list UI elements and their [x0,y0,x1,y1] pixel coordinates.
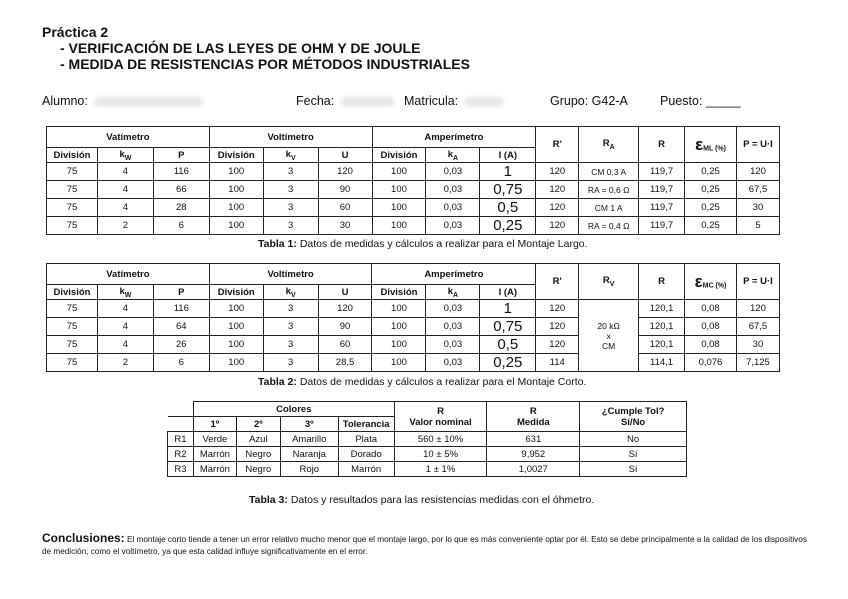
table-cell: 100 [209,300,263,318]
table-cell: 116 [153,300,209,318]
table-montaje-largo [46,126,780,235]
table-cell: Negro [236,462,280,477]
table-cell: 75 [47,354,98,372]
rv-cell [579,300,639,372]
table-cell: 0,25 [685,199,737,217]
table-cell: 75 [47,181,98,199]
table-cell: 10 ± 5% [394,447,487,462]
table1-body [47,163,780,235]
table-row [47,300,780,318]
table-cell: 116 [153,163,209,181]
table3-caption: Tabla 3: Datos y resultados para las resistencias medidas con el óhmetro. [249,494,595,506]
table-cell: 119,7 [639,181,685,199]
table-cell: 100 [372,300,426,318]
table-cell: 4 [97,199,153,217]
table-cell: R3 [168,462,194,477]
table-cell: 100 [372,199,426,217]
table-cell: 100 [209,181,263,199]
empty-corner [168,402,194,417]
sub-header: División [372,285,426,300]
table-cell: 120 [536,300,579,318]
table-cell: 0,08 [685,336,737,354]
sub-header: $k_A$ [426,148,480,163]
table-cell: R2 [168,447,194,462]
sub-header: $k_V$ [263,148,318,163]
table-cell: 60 [318,199,372,217]
table-row [168,447,687,462]
header-rv: $R_V$ [579,264,639,300]
table-cell: 2 [97,217,153,235]
table-cell: 0,08 [685,318,737,336]
table-cell: 75 [47,217,98,235]
table-cell: 100 [372,336,426,354]
table-row [47,181,780,199]
header-r-medida: R Medida [487,402,580,432]
table-cell: Dorado [338,447,394,462]
table-cell: 67,5 [736,181,779,199]
table-cell: Sí [580,462,687,477]
table-cell: Verde [193,432,236,447]
table-cell: 0,076 [685,354,737,372]
table-cell: 3 [263,354,318,372]
table-cell: 3 [263,181,318,199]
table-cell: 120 [736,163,779,181]
table-cell: 120 [536,336,579,354]
header-vatimetro: Vatímetro [47,264,210,285]
sub-header: 2º [236,417,280,432]
table-cell: Rojo [280,462,338,477]
table-cell: 0,25 [685,217,737,235]
rv-line: CM [602,340,616,351]
header-item-ohm-joule: - VERIFICACIÓN DE LAS LEYES DE OHM Y DE JOULE [60,40,421,56]
header-r: R [639,264,685,300]
table-cell: 100 [372,217,426,235]
sub-header: División [209,148,263,163]
table-cell: 64 [153,318,209,336]
header-voltimetro: Voltímetro [209,127,372,148]
table-cell: 119,7 [639,199,685,217]
table-cell: 100 [209,336,263,354]
table-cell: 100 [209,217,263,235]
sub-header: P [153,285,209,300]
table-cell: 3 [263,217,318,235]
table-cell: 60 [318,336,372,354]
empty-corner [168,417,194,432]
header-cumple-tol: ¿Cumple Tol? Sí/No [580,402,687,432]
table-cell: Marrón [193,462,236,477]
table-cell: Amarillo [280,432,338,447]
sub-header: División [209,285,263,300]
table-cell: 0,25 [685,163,737,181]
header-r: R [639,127,685,163]
table-cell: 0,25 [480,217,536,235]
table-cell: 120 [536,318,579,336]
header-eps-mc: $\varepsilon_{MC (\%)}$ [685,264,737,300]
header-eps-ml: $\varepsilon_{ML (\%)}$ [685,127,737,163]
table-montaje-corto [46,263,780,372]
fecha-field [296,94,395,108]
table-cell: 75 [47,336,98,354]
table-cell: 100 [209,354,263,372]
table-cell: 0,03 [426,217,480,235]
sub-header: P [153,148,209,163]
header-vatimetro: Vatímetro [47,127,210,148]
table-cell: 7,125 [736,354,779,372]
ra-cell: RA = 0,4 Ω [579,217,639,235]
table-cell: Marrón [193,447,236,462]
table-cell: 120 [536,181,579,199]
table-cell: 30 [736,199,779,217]
table-cell: 120,1 [639,336,685,354]
table-cell: 100 [372,354,426,372]
table-cell: 30 [736,336,779,354]
table-cell: 100 [372,181,426,199]
table-cell: 100 [209,199,263,217]
alumno-label: Alumno: [42,94,88,108]
table-cell: No [580,432,687,447]
table-cell: 5 [736,217,779,235]
conclusions-label: Conclusiones: [42,531,125,545]
grupo-label: Grupo: G42-A [550,94,628,108]
table-cell: 75 [47,199,98,217]
table-cell: 119,7 [639,217,685,235]
rv-line: x [606,330,611,341]
header-power: P = U·I [736,127,779,163]
table-cell: 6 [153,217,209,235]
sub-header: $k_W$ [97,148,153,163]
sub-header: U [318,285,372,300]
table-resistencias [167,401,687,477]
matricula-label: Matricula: [404,94,459,108]
fecha-label: Fecha: [296,94,335,108]
matricula-field [404,94,504,108]
table-row [47,199,780,217]
table-cell: 1 ± 1% [394,462,487,477]
table-cell: 120,1 [639,300,685,318]
table-cell: R1 [168,432,194,447]
header-r-nominal: R Valor nominal [394,402,487,432]
table-cell: 560 ± 10% [394,432,487,447]
table-cell: 3 [263,318,318,336]
table2-caption: Tabla 2: Datos de medidas y cálculos a realizar para el Montaje Corto. [258,376,587,388]
table-cell: 3 [263,163,318,181]
table-cell: 26 [153,336,209,354]
table-cell: 4 [97,336,153,354]
page-title: Práctica 2 [42,24,109,40]
table-cell: 0,03 [426,318,480,336]
conclusions-text: El montaje corto tiende a tener un error relativo mucho menor que el montaje largo, por lo que es más conveniente optar por él. Esto se debe principalmente a la calidad de los dispositivos de medición, como el voltímetro, ya que esta calidad influye significativamente en el error. [42,535,807,556]
table-row [47,354,780,372]
table-cell: 114 [536,354,579,372]
table-cell: 1 [480,300,536,318]
header-colores: Colores [193,402,394,417]
table-cell: 0,03 [426,336,480,354]
table-cell: 66 [153,181,209,199]
table-cell: 0,5 [480,336,536,354]
table-cell: Azul [236,432,280,447]
sub-header: U [318,148,372,163]
table-cell: 120 [736,300,779,318]
table-cell: 6 [153,354,209,372]
table-cell: 114,1 [639,354,685,372]
table-cell: 30 [318,217,372,235]
table-cell: 100 [372,163,426,181]
table-row [168,432,687,447]
sub-header: I (A) [480,285,536,300]
table-cell: 120 [536,163,579,181]
ra-cell: CM 0,3 A [579,163,639,181]
table-cell: 4 [97,163,153,181]
table-cell: Negro [236,447,280,462]
table-cell: 3 [263,336,318,354]
sub-header: $k_A$ [426,285,480,300]
table-cell: 0,03 [426,300,480,318]
table-cell: 0,5 [480,199,536,217]
table-cell: 0,75 [480,318,536,336]
table-cell: 67,5 [736,318,779,336]
redacted-matricula [464,97,504,107]
table-cell: 0,75 [480,181,536,199]
table-cell: 90 [318,181,372,199]
document-header [42,24,470,72]
table-cell: Marrón [338,462,394,477]
header-amperimetro: Amperímetro [372,264,536,285]
table-cell: 0,25 [480,354,536,372]
table-row [47,163,780,181]
table-cell: 90 [318,318,372,336]
table-cell: 1,0027 [487,462,580,477]
sub-header: División [47,148,98,163]
table-cell: 75 [47,163,98,181]
sub-header: $k_W$ [97,285,153,300]
table-cell: 119,7 [639,163,685,181]
table-row [47,318,780,336]
table-cell: 1 [480,163,536,181]
table-cell: 100 [209,163,263,181]
table-cell: 120 [318,163,372,181]
header-amperimetro: Amperímetro [372,127,536,148]
table-cell: 28 [153,199,209,217]
table-cell: 4 [97,181,153,199]
ra-cell: CM 1 A [579,199,639,217]
table-cell: 2 [97,354,153,372]
header-voltimetro: Voltímetro [209,264,372,285]
redacted-name [94,97,204,107]
table-cell: 120 [318,300,372,318]
sub-header: Tolerancia [338,417,394,432]
table-cell: 75 [47,300,98,318]
sub-header: División [47,285,98,300]
table-row [47,336,780,354]
alumno-field [42,94,204,108]
redacted-date [340,97,395,107]
table-cell: 28,5 [318,354,372,372]
sub-header: 1º [193,417,236,432]
table-cell: 120 [536,199,579,217]
table-cell: 120,1 [639,318,685,336]
header-item-resistances: - MEDIDA DE RESISTENCIAS POR MÉTODOS INDUSTRIALES [60,56,470,72]
header-ra: $R_A$ [579,127,639,163]
table-cell: Naranja [280,447,338,462]
table-cell: 4 [97,318,153,336]
table-cell: 4 [97,300,153,318]
table3-body [168,432,687,477]
sub-header: División [372,148,426,163]
table-cell: 120 [536,217,579,235]
table1-caption: Tabla 1: Datos de medidas y cálculos a realizar para el Montaje Largo. [258,238,588,250]
table-cell: 75 [47,318,98,336]
conclusions [42,532,812,558]
table-cell: 0,03 [426,163,480,181]
table-cell: 0,03 [426,199,480,217]
sub-header: $k_V$ [263,285,318,300]
table-cell: 0,03 [426,354,480,372]
header-r-prime: R' [536,127,579,163]
table-cell: 9,952 [487,447,580,462]
table-cell: Sí [580,447,687,462]
table-cell: 100 [372,318,426,336]
table-cell: Plata [338,432,394,447]
table-cell: 100 [209,318,263,336]
table-cell: 0,08 [685,300,737,318]
student-info-row [42,94,822,110]
table-cell: 3 [263,300,318,318]
table-row [168,462,687,477]
ra-cell: RA = 0,6 Ω [579,181,639,199]
table2-body [47,300,780,372]
sub-header: I (A) [480,148,536,163]
header-power: P = U·I [736,264,779,300]
table-cell: 3 [263,199,318,217]
table-cell: 0,03 [426,181,480,199]
table-cell: 0,25 [685,181,737,199]
puesto-label: Puesto: _____ [660,94,741,108]
table-row [47,217,780,235]
sub-header: 3º [280,417,338,432]
header-r-prime: R' [536,264,579,300]
rv-line: 20 kΩ [597,320,620,331]
table-cell: 631 [487,432,580,447]
